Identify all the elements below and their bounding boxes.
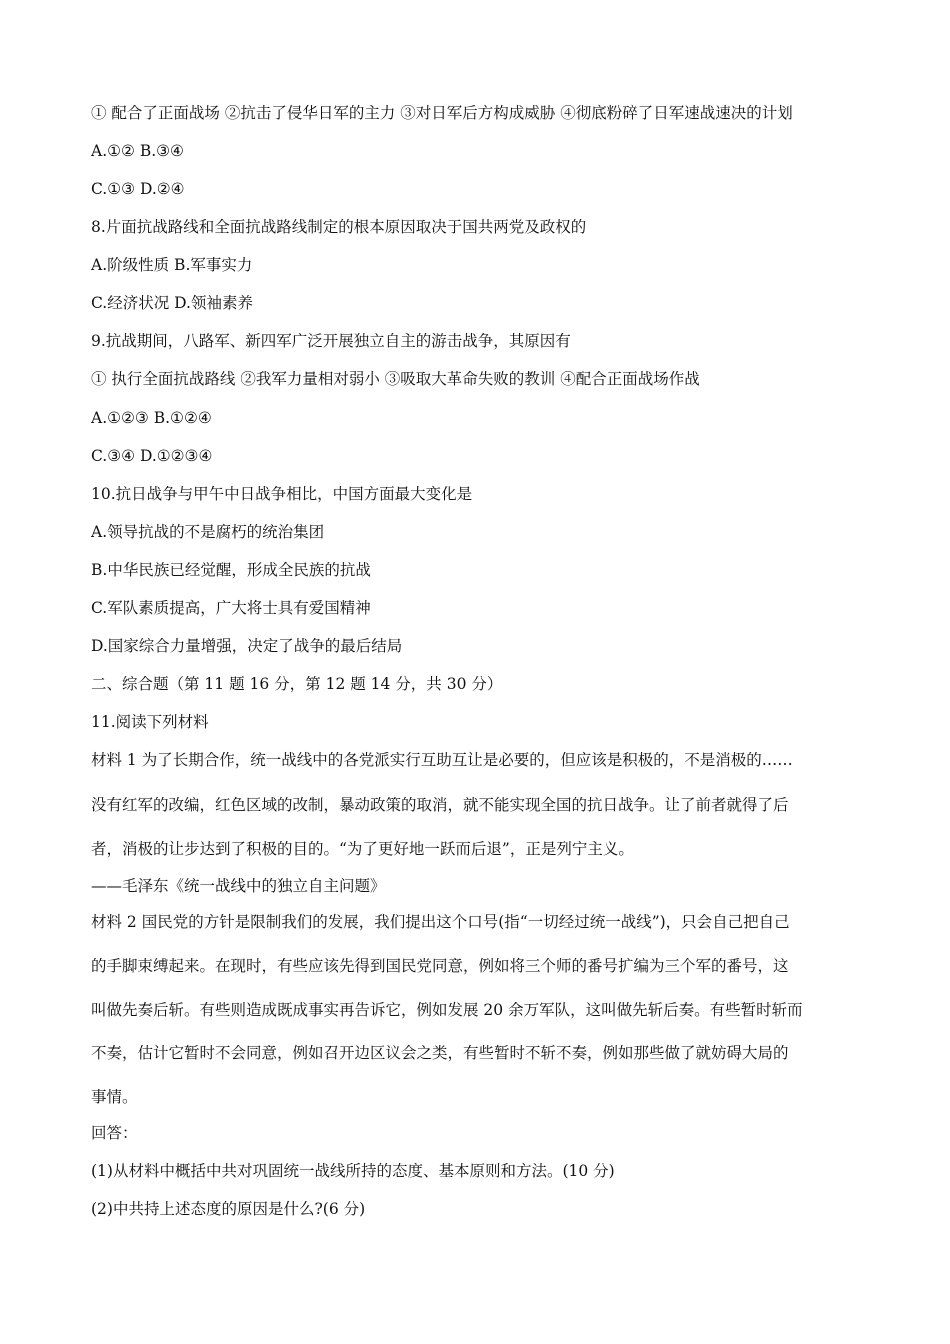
q11-answer-label: 回答： (91, 1124, 138, 1142)
q11-material2-line: 材料 2 国民党的方针是限制我们的发展，我们提出这个口号(指“一切经过统一战线”)，只会自己把自己 (91, 913, 790, 931)
q9-stem: 9.抗战期间，八路军、新四军广泛开展独立自主的游击战争，其原因有 (91, 332, 571, 350)
q7-options-ab: A.①② B.③④ (91, 142, 184, 160)
q10-stem: 10.抗日战争与甲午中日战争相比，中国方面最大变化是 (91, 485, 473, 503)
q8-stem: 8.片面抗战路线和全面抗战路线制定的根本原因取决于国共两党及政权的 (91, 218, 587, 236)
q11-subquestion-2: (2)中共持上述态度的原因是什么?(6 分) (91, 1200, 366, 1218)
q8-options-cd: C.经济状况 D.领袖素养 (91, 294, 253, 312)
q10-option-a: A.领导抗战的不是腐朽的统治集团 (91, 523, 325, 541)
q9-options-cd: C.③④ D.①②③④ (91, 447, 213, 465)
q11-material1-line: 者，消极的让步达到了积极的目的。“为了更好地一跃而后退”，正是列宁主义。 (91, 840, 634, 858)
q9-statements: ① 执行全面抗战路线 ②我军力量相对弱小 ③吸取大革命失败的教训 ④配合正面战场作战 (91, 370, 700, 388)
q11-subquestion-1: (1)从材料中概括中共对巩固统一战线所持的态度、基本原则和方法。(10 分) (91, 1162, 615, 1180)
q11-material2-line: 叫做先奏后斩。有些则造成既成事实再告诉它，例如发展 20 余万军队，这叫做先斩后奏。有些暂时斩而 (91, 1001, 803, 1019)
q9-options-ab: A.①②③ B.①②④ (91, 409, 212, 427)
q11-material1-line: 材料 1 为了长期合作，统一战线中的各党派实行互助互让是必要的，但应该是积极的，不是消极的…… (91, 751, 793, 769)
q11-material2-line: 事情。 (91, 1088, 138, 1106)
q7-statements: ① 配合了正面战场 ②抗击了侵华日军的主力 ③对日军后方构成威胁 ④彻底粉碎了日军速战速决的计划 (91, 104, 793, 122)
q11-material1-line: 没有红军的改编，红色区域的改制，暴动政策的取消，就不能实现全国的抗日战争。让了前者就得了后 (91, 796, 789, 814)
q10-option-b: B.中华民族已经觉醒，形成全民族的抗战 (91, 561, 371, 579)
q10-option-c: C.军队素质提高，广大将士具有爱国精神 (91, 599, 371, 617)
q10-option-d: D.国家综合力量增强，决定了战争的最后结局 (91, 637, 403, 655)
q11-stem: 11.阅读下列材料 (91, 713, 209, 731)
section2-heading: 二、综合题（第 11 题 16 分，第 12 题 14 分，共 30 分） (91, 675, 503, 693)
q11-material2-line: 不奏，估计它暂时不会同意，例如召开边区议会之类，有些暂时不斩不奏，例如那些做了就妨碍大局的 (91, 1044, 789, 1062)
q7-options-cd: C.①③ D.②④ (91, 180, 185, 198)
q8-options-ab: A.阶级性质 B.军事实力 (91, 256, 253, 274)
q11-material2-line: 的手脚束缚起来。在现时，有些应该先得到国民党同意，例如将三个师的番号扩编为三个军的番号，这 (91, 957, 789, 975)
q11-material1-source: ——毛泽东《统一战线中的独立自主问题》 (91, 877, 386, 895)
